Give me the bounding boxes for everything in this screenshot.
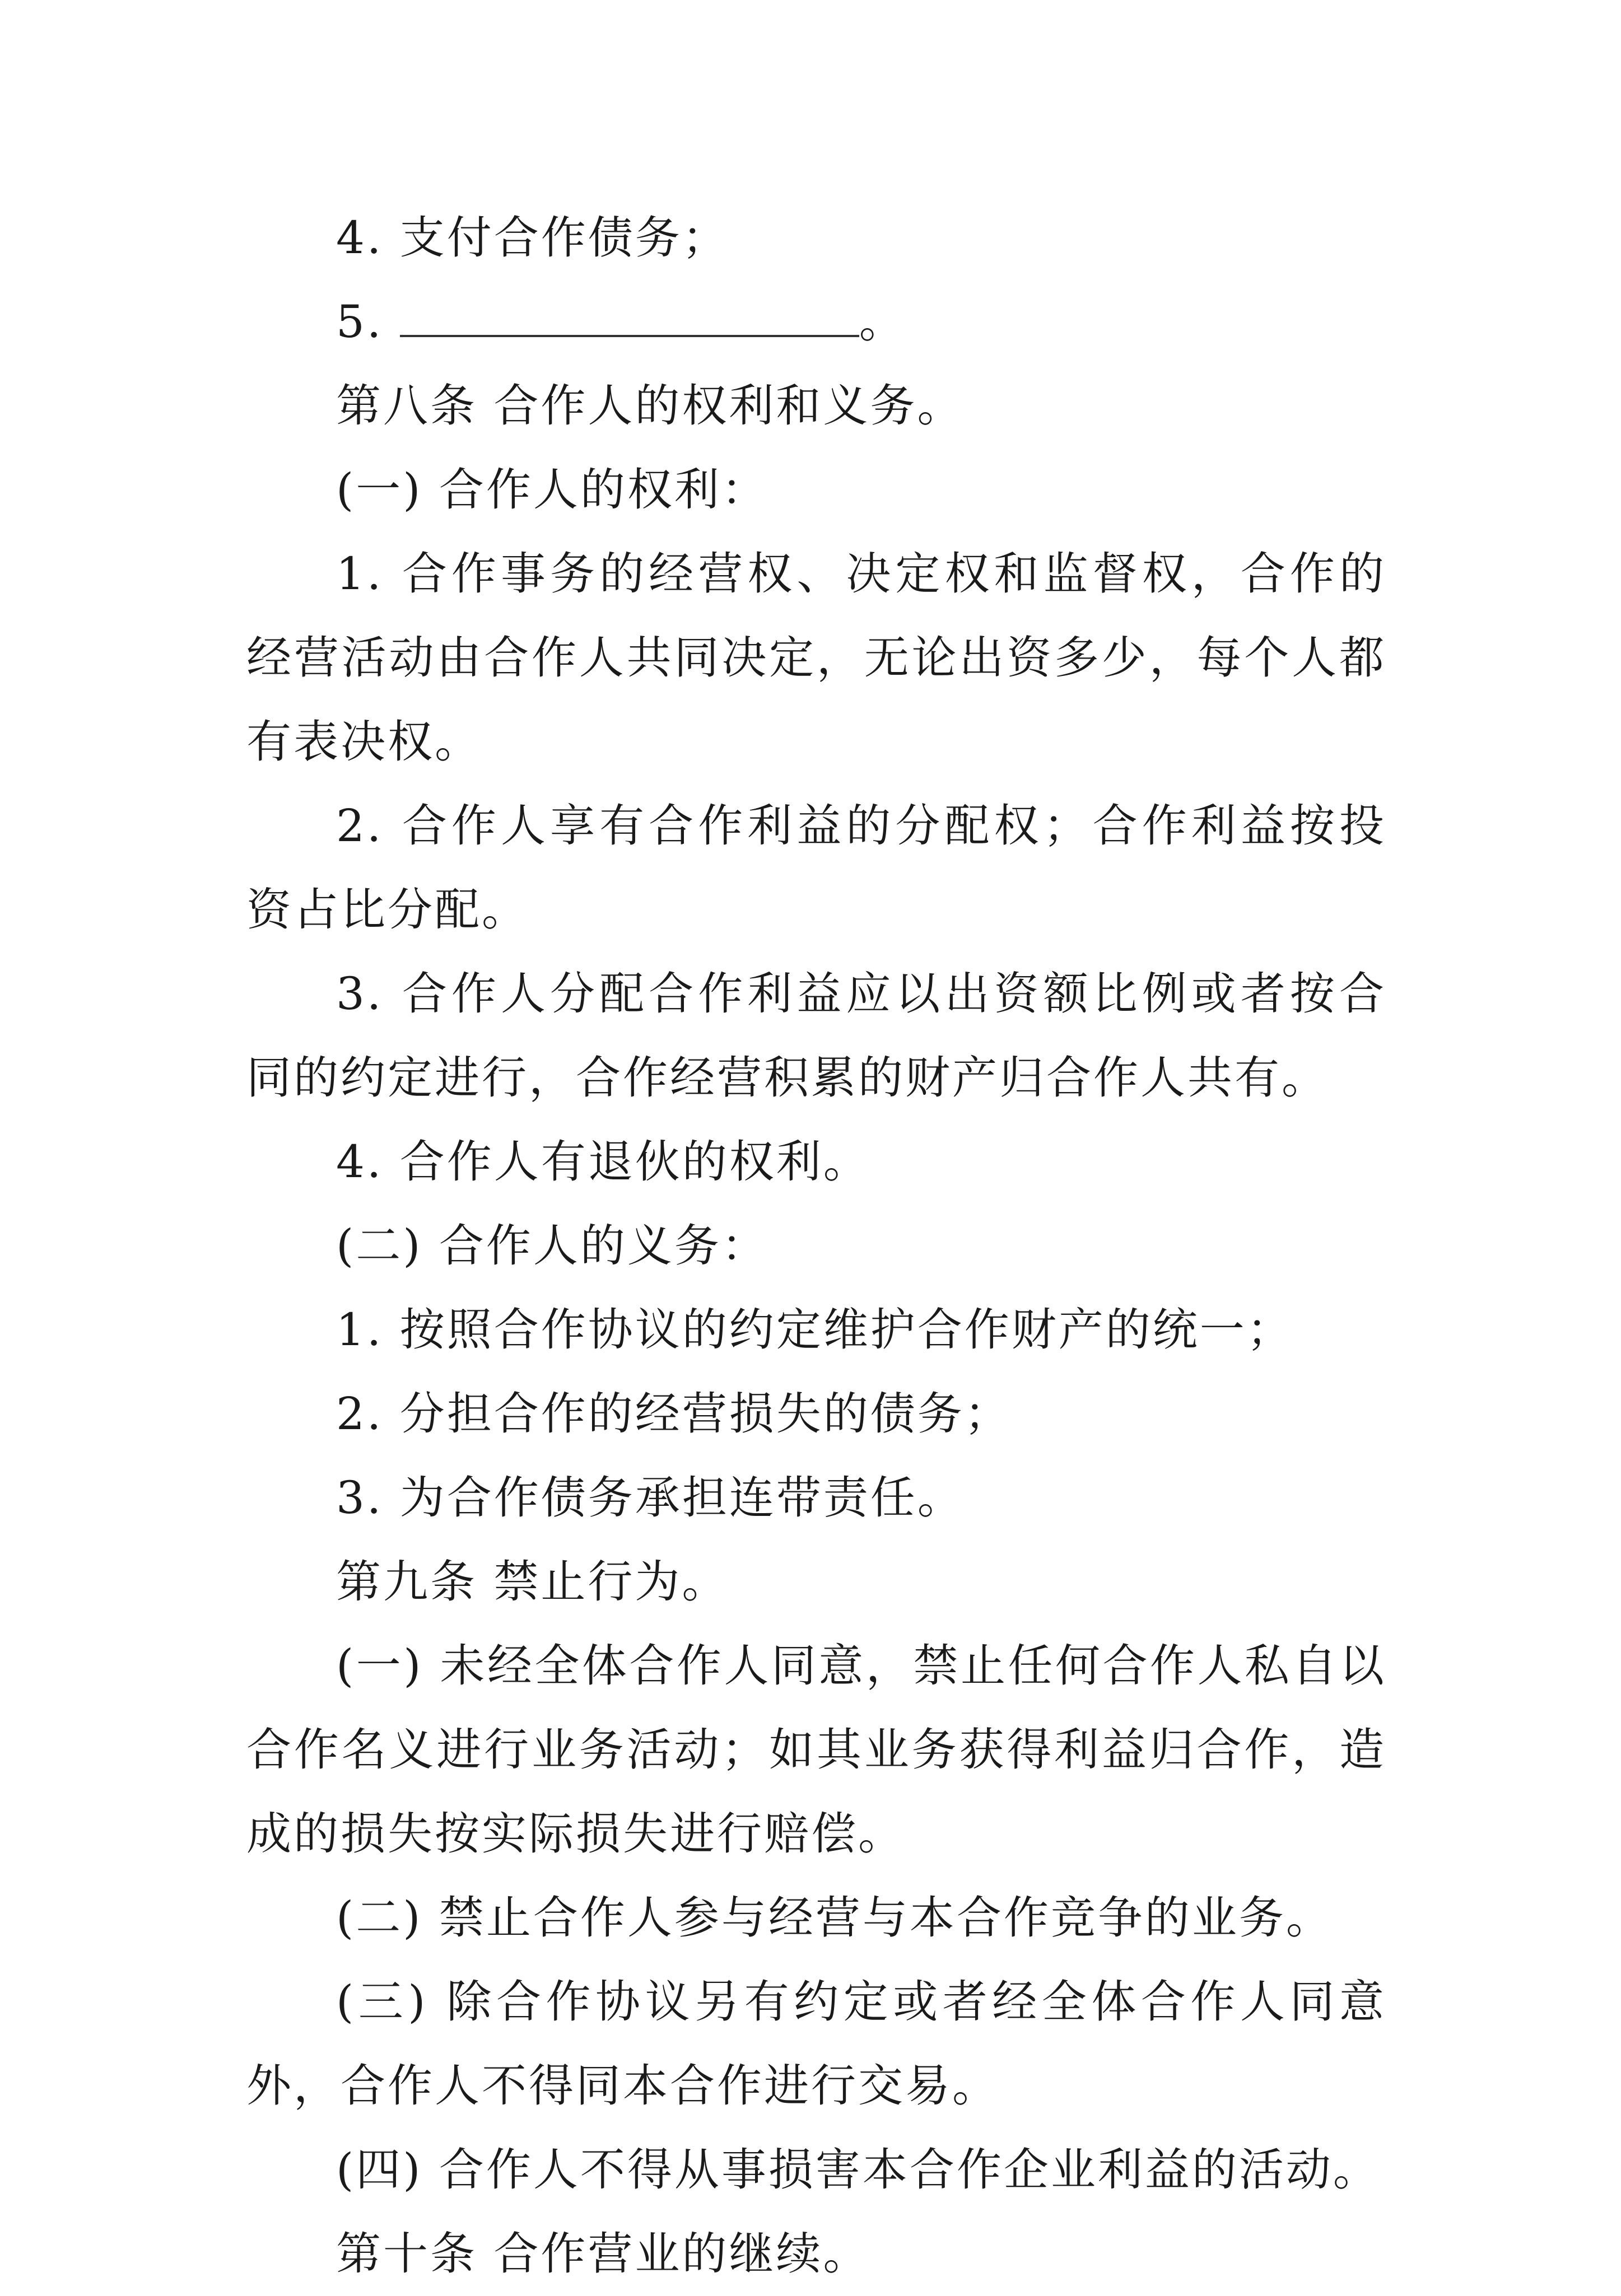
blank-fill-line — [246, 280, 1386, 364]
paragraph: 1. 合作事务的经营权、决定权和监督权，合作的经营活动由合作人共同决定，无论出资多少，每个人都有表决权。 — [246, 548, 1386, 768]
paragraph: (一) 未经全体合作人同意，禁止任何合作人私自以合作名义进行业务活动；如其业务获得利益归合作，造成的损失按实际损失进行赔偿。 — [246, 1640, 1386, 1860]
paragraph: 3. 合作人分配合作利益应以出资额比例或者按合同的约定进行，合作经营积累的财产归合作人共有。 — [246, 968, 1386, 1104]
paragraph: (四) 合作人不得从事损害本合作企业利益的活动。 — [336, 2144, 1380, 2196]
article-heading: 第十条 合作营业的继续。 — [336, 2228, 870, 2280]
article-heading: 第九条 禁止行为。 — [336, 1556, 729, 1608]
paragraph: (二) 禁止合作人参与经营与本合作竞争的业务。 — [336, 1892, 1333, 1944]
paragraph: 2. 分担合作的经营损失的债务； — [336, 1388, 1012, 1440]
paragraph: 3. 为合作债务承担连带责任。 — [336, 1472, 965, 1524]
item-number: 5. — [336, 296, 400, 348]
paragraph: 4. 合作人有退伙的权利。 — [336, 1136, 870, 1188]
paragraph: 1. 按照合作协议的约定维护合作财产的统一； — [336, 1304, 1294, 1356]
section-heading: (一) 合作人的权利： — [336, 464, 768, 516]
document-body — [246, 196, 1386, 2296]
item-end-mark: 。 — [859, 296, 906, 348]
article-heading: 第八条 合作人的权利和义务。 — [336, 380, 965, 432]
paragraph: 4. 支付合作债务； — [336, 212, 729, 264]
paragraph: (三) 除合作协议另有约定或者经全体合作人同意外，合作人不得同本合作进行交易。 — [246, 1976, 1386, 2112]
section-heading: (二) 合作人的义务： — [336, 1220, 768, 1272]
paragraph: 2. 合作人享有合作利益的分配权；合作利益按投资占比分配。 — [246, 800, 1386, 936]
blank-underline — [400, 296, 859, 337]
